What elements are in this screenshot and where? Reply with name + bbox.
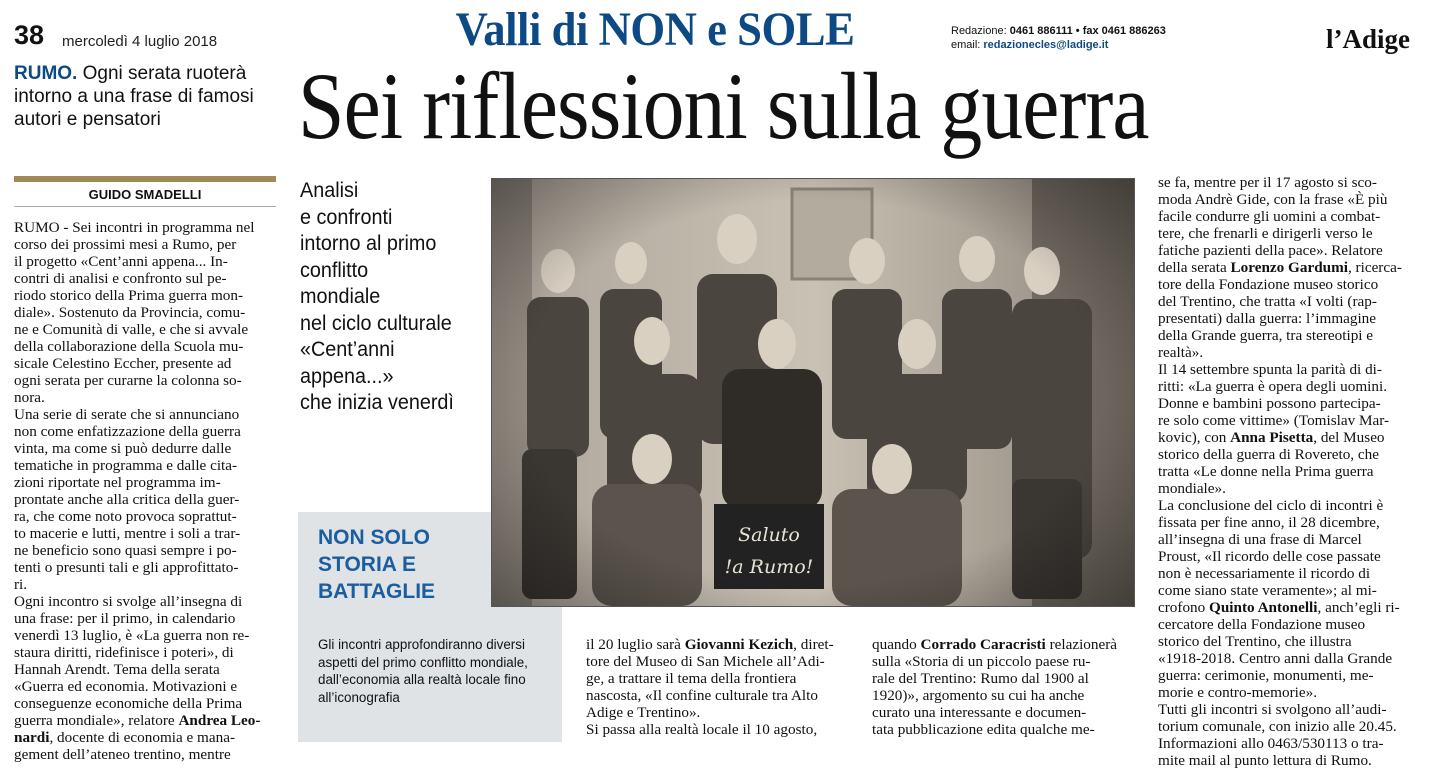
article-line: non come enfatizzazione della guerra <box>14 423 241 440</box>
article-line: tere, che frenarli e dirigerli verso le <box>1158 225 1373 242</box>
article-line: ne beneficio sono quasi sempre i po- <box>14 542 237 559</box>
article-line: kovic), con Anna Pisetta, del Museo <box>1158 429 1385 446</box>
contact-phones: 0461 886111 • fax 0461 886263 <box>1009 25 1166 37</box>
summary-line: che inizia venerdì <box>300 390 454 414</box>
article-line: della collaborazione della Scuola mu- <box>14 338 244 355</box>
article-line: vinta, ma come si può dedurre dalle <box>14 440 232 457</box>
article-line: RUMO - Sei incontri in programma nel <box>14 219 255 236</box>
headline: Sei riflessioni sulla guerra <box>298 53 1149 159</box>
summary-line: nel ciclo culturale <box>300 310 452 335</box>
article-line: realtà». <box>1158 344 1204 361</box>
sidebar-box-text: Gli incontri approfondiranno diversi aspetti del primo conflitto mondiale, dall’economia alla realtà locale fino all’iconografia <box>318 637 528 705</box>
article-line: come siano state veramente»; al mi- <box>1158 582 1377 599</box>
newspaper-logo: l’Adige <box>1326 24 1410 54</box>
article-line: il 20 luglio sarà Giovanni Kezich, diret- <box>586 636 834 653</box>
article-line: presentati) dalla guerra: l’immagine <box>1158 310 1377 327</box>
article-line: ri. <box>14 576 28 593</box>
article-line: fissata per fine anno, il 28 dicembre, <box>1158 514 1380 531</box>
article-line: prontate anche alla critica della guer- <box>14 491 240 508</box>
article-line: nascosta, «Il confine culturale tra Alto <box>586 687 818 704</box>
article-line: Proust, «Il ricordo delle cose passate <box>1158 548 1381 565</box>
article-line: Ogni incontro si svolge all’insegna di <box>14 593 243 610</box>
article-line: tore del Museo di San Michele all’Adi- <box>586 653 825 670</box>
article-line: nardi, docente di economia e mana- <box>14 729 235 746</box>
article-line: all’insegna di una frase di Marcel <box>1158 531 1362 548</box>
article-line: del Trentino, che tratta «I volti (rap- <box>1158 293 1377 310</box>
article-line: cercatore della Fondazione museo <box>1158 616 1366 633</box>
article-line: to macerie e lutti, mentre i soli a trar- <box>14 525 241 542</box>
article-line: diale». Sostenuto da Provincia, comu- <box>14 304 246 321</box>
article-line: tore della Fondazione museo storico <box>1158 276 1379 293</box>
article-line: torium comunale, con inizio alle 20.45. <box>1158 718 1397 735</box>
summary-line: mondiale <box>300 284 381 308</box>
summary-line: appena...» <box>300 363 394 388</box>
box-title-line: STORIA E <box>318 553 417 576</box>
article-line: «1918-2018. Centro anni dalla Grande <box>1158 650 1393 667</box>
article-column-2 <box>586 636 858 738</box>
summary-line: e confronti <box>300 204 393 229</box>
page-date: mercoledì 4 luglio 2018 <box>62 33 218 50</box>
photo-illustration <box>492 179 1134 606</box>
article-line: gement dell’ateneo trentino, mentre <box>14 746 231 763</box>
article-line: Si passa alla realtà locale il 10 agosto, <box>586 721 818 738</box>
article-line: nora. <box>14 389 45 406</box>
article-line: curato una interessante e documen- <box>872 704 1087 721</box>
article-line: tenti o presunti tali e gli approfittato- <box>14 559 239 576</box>
kicker <box>14 62 269 131</box>
article-line: zioni riportate nel programma im- <box>14 474 221 491</box>
article-line: tata pubblicazione edita qualche me- <box>872 721 1095 738</box>
contact-info <box>951 24 1166 52</box>
article-line: moda Andrè Gide, con la frase «È più <box>1158 191 1388 208</box>
article-line: sicale Celestino Eccher, presente ad <box>14 355 232 372</box>
article-line: storico della guerra di Rovereto, che <box>1158 446 1379 463</box>
article-line: La conclusione del ciclo di incontri è <box>1158 497 1384 514</box>
byline: GUIDO SMADELLI <box>14 187 276 207</box>
article-line: mondiale». <box>1158 480 1226 497</box>
article-line: guerra: cerimonie, monumenti, me- <box>1158 667 1374 684</box>
article-line: Adige e Trentino». <box>586 704 701 721</box>
group-photo <box>491 178 1135 607</box>
article-line: ritti: «La guerra è opera degli uomini. <box>1158 378 1387 395</box>
article-line: una frase: per il primo, in calendario <box>14 610 236 627</box>
summary-line: «Cent’anni <box>300 337 395 361</box>
box-title-line: NON SOLO <box>318 526 431 549</box>
article-line: tratta «Le donne nella Prima guerra <box>1158 463 1374 480</box>
article-line: mite mail al punto lettura di Rumo. <box>1158 752 1372 769</box>
article-line: tematiche in programma e dalle cita- <box>14 457 238 474</box>
article-column-1 <box>14 219 278 763</box>
article-line: non è necessariamente il ricordo di <box>1158 565 1371 582</box>
article-line: conseguenze economiche della Prima <box>14 695 243 712</box>
article-line: della Grande guerra, tra stereotipi e <box>1158 327 1374 344</box>
article-line: riodo storico della Prima guerra mon- <box>14 287 244 304</box>
article-line: fatiche pazienti della pace». Relatore <box>1158 242 1383 259</box>
article-line: venerdì 13 luglio, è «La guerra non re- <box>14 627 250 644</box>
article-line: corso dei prossimi mesi a Rumo, per <box>14 236 237 253</box>
contact-email[interactable]: redazionecles@ladige.it <box>983 39 1109 51</box>
article-line: Una serie di serate che si annunciano <box>14 406 240 423</box>
article-line: contri di analisi e confronto sul pe- <box>14 270 227 287</box>
page-number: 38 <box>14 20 45 50</box>
article-line: staura diritti, ridefinisce i poteri», di <box>14 644 234 661</box>
article-line: Informazioni allo 0463/530113 o tra- <box>1158 735 1384 752</box>
article-line: Hannah Arendt. Tema della serata <box>14 661 220 678</box>
article-column-4 <box>1158 174 1420 769</box>
article-line: «Guerra ed economia. Motivazioni e <box>14 678 238 695</box>
article-line: rale del Trentino: Rumo dal 1900 al <box>872 670 1089 687</box>
sidebar-box-title <box>318 524 435 605</box>
article-line: ra, che come noto provoca soprattut- <box>14 508 237 525</box>
article-line: Tutti gli incontri si svolgono all’audi- <box>1158 701 1387 718</box>
box-title-line: BATTAGLIE <box>318 580 436 603</box>
article-line: se fa, mentre per il 17 agosto si sco- <box>1158 174 1377 191</box>
article-line: ogni serata per curarne la colonna so- <box>14 372 242 389</box>
article-line: facile condurre gli uomini a combat- <box>1158 208 1381 225</box>
article-line: ge, a trattare il tema della frontiera <box>586 670 797 687</box>
summary-line: Analisi <box>300 178 359 202</box>
kicker-text: Ogni serata ruoterà intorno a una frase di famosi autori e pensatori <box>14 63 254 130</box>
article-summary <box>300 177 512 416</box>
summary-line: conflitto <box>300 257 369 282</box>
article-line: 1920)», argomento su cui ha anche <box>872 687 1085 704</box>
contact-label: Redazione: <box>951 25 1007 37</box>
article-line: quando Corrado Caracristi relazionerà <box>872 636 1118 653</box>
article-line: re solo come vittime» (Tomislav Mar- <box>1158 412 1390 429</box>
summary-line: intorno al primo <box>300 231 437 255</box>
article-line: il progetto «Cent’anni appena... In- <box>14 253 228 270</box>
article-line: Donne e bambini possono partecipa- <box>1158 395 1381 412</box>
article-line: Il 14 settembre spunta la parità di di- <box>1158 361 1382 378</box>
article-column-3 <box>872 636 1137 738</box>
section-title: Valli di NON e SOLE <box>455 3 855 56</box>
article-line: della serata Lorenzo Gardumi, ricerca- <box>1158 259 1402 276</box>
article-line: sulla «Storia di un piccolo paese ru- <box>872 653 1091 670</box>
kicker-place: RUMO. <box>14 63 78 84</box>
byline-rule <box>14 176 276 182</box>
article-line: ne e Comunità di valle, e che si avvale <box>14 321 249 338</box>
article-line: storico del Trentino, che illustra <box>1158 633 1352 650</box>
article-line: guerra mondiale», relatore Andrea Leo- <box>14 712 261 729</box>
email-label: email: <box>951 39 981 51</box>
article-line: morie e contro-memorie». <box>1158 684 1317 701</box>
article-line: crofono Quinto Antonelli, anch’egli ri- <box>1158 599 1400 616</box>
